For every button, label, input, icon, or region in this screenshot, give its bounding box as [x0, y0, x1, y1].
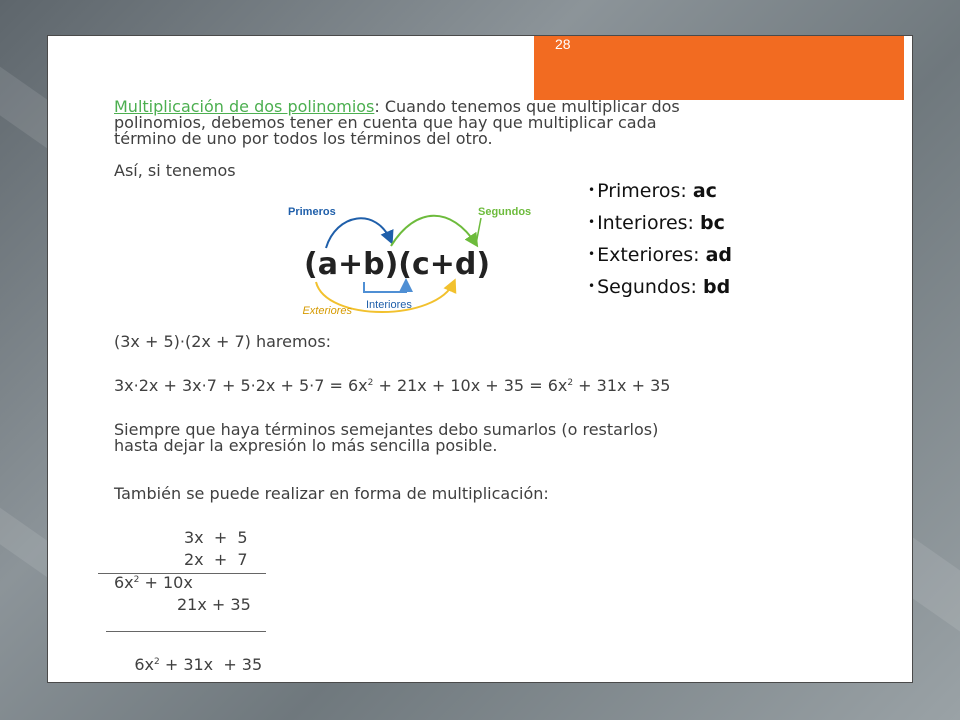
- bullet-segundos: • Segundos: bd: [588, 272, 732, 304]
- topic-link[interactable]: Multiplicación de dos polinomios: [114, 97, 375, 116]
- segundos-arrow: [391, 216, 476, 246]
- intro-rest: : Cuando tenemos que multiplicar dos: [374, 97, 680, 116]
- vertical-row-4: 21x + 35: [177, 595, 251, 614]
- bullet-primeros: • Primeros: ac: [588, 176, 732, 208]
- page-number: 28: [555, 36, 571, 52]
- foil-diagram: [276, 196, 546, 316]
- vertical-row-2: 2x + 7: [184, 550, 248, 569]
- primeros-arrow: [326, 218, 391, 248]
- intro-line-3: término de uno por todos los términos del otro.: [114, 129, 493, 148]
- vertical-row-5: $6x^2 + 31x + 35$: [134, 655, 263, 674]
- rule-2: [106, 631, 266, 632]
- diagram-label-interiores: Interiores: [366, 299, 412, 311]
- intro-paragraph: [114, 99, 814, 147]
- siempre-paragraph: Siempre que haya términos semejantes debo sumarlos (o restarlos) hasta dejar la expresión lo más sencilla posible.: [114, 420, 659, 455]
- interiores-arrow: [364, 282, 406, 292]
- diagram-label-exteriores: Exteriores: [302, 305, 352, 316]
- diagram-expression: (a+b)(c+d): [304, 247, 491, 282]
- tambien-line: También se puede realizar en forma de multiplicación:: [114, 484, 549, 503]
- slide: [47, 35, 913, 683]
- foil-bullet-list: [588, 176, 732, 304]
- expansion-line: $3x\cdot 2x + 3x\cdot 7 + 5\cdot 2x + 5\cdot 7 = 6x^2 + 21x + 10x + 35 = 6x^2 + 31x + 35$: [114, 376, 671, 395]
- diagram-label-segundos: Segundos: [478, 206, 532, 218]
- asi-text: Así, si tenemos: [114, 161, 236, 180]
- example-line: (3x + 5)·(2x + 7) haremos:: [114, 332, 332, 351]
- vertical-row-1: 3x + 5: [184, 528, 248, 547]
- bullet-exteriores: • Exteriores: ad: [588, 240, 732, 272]
- intro-line-2: polinomios, debemos tener en cuenta que hay que multiplicar cada: [114, 113, 657, 132]
- vertical-row-3: $6x^2 + 10x$: [114, 573, 193, 592]
- diagram-label-primeros: Primeros: [288, 206, 336, 218]
- bullet-interiores: • Interiores: bc: [588, 208, 732, 240]
